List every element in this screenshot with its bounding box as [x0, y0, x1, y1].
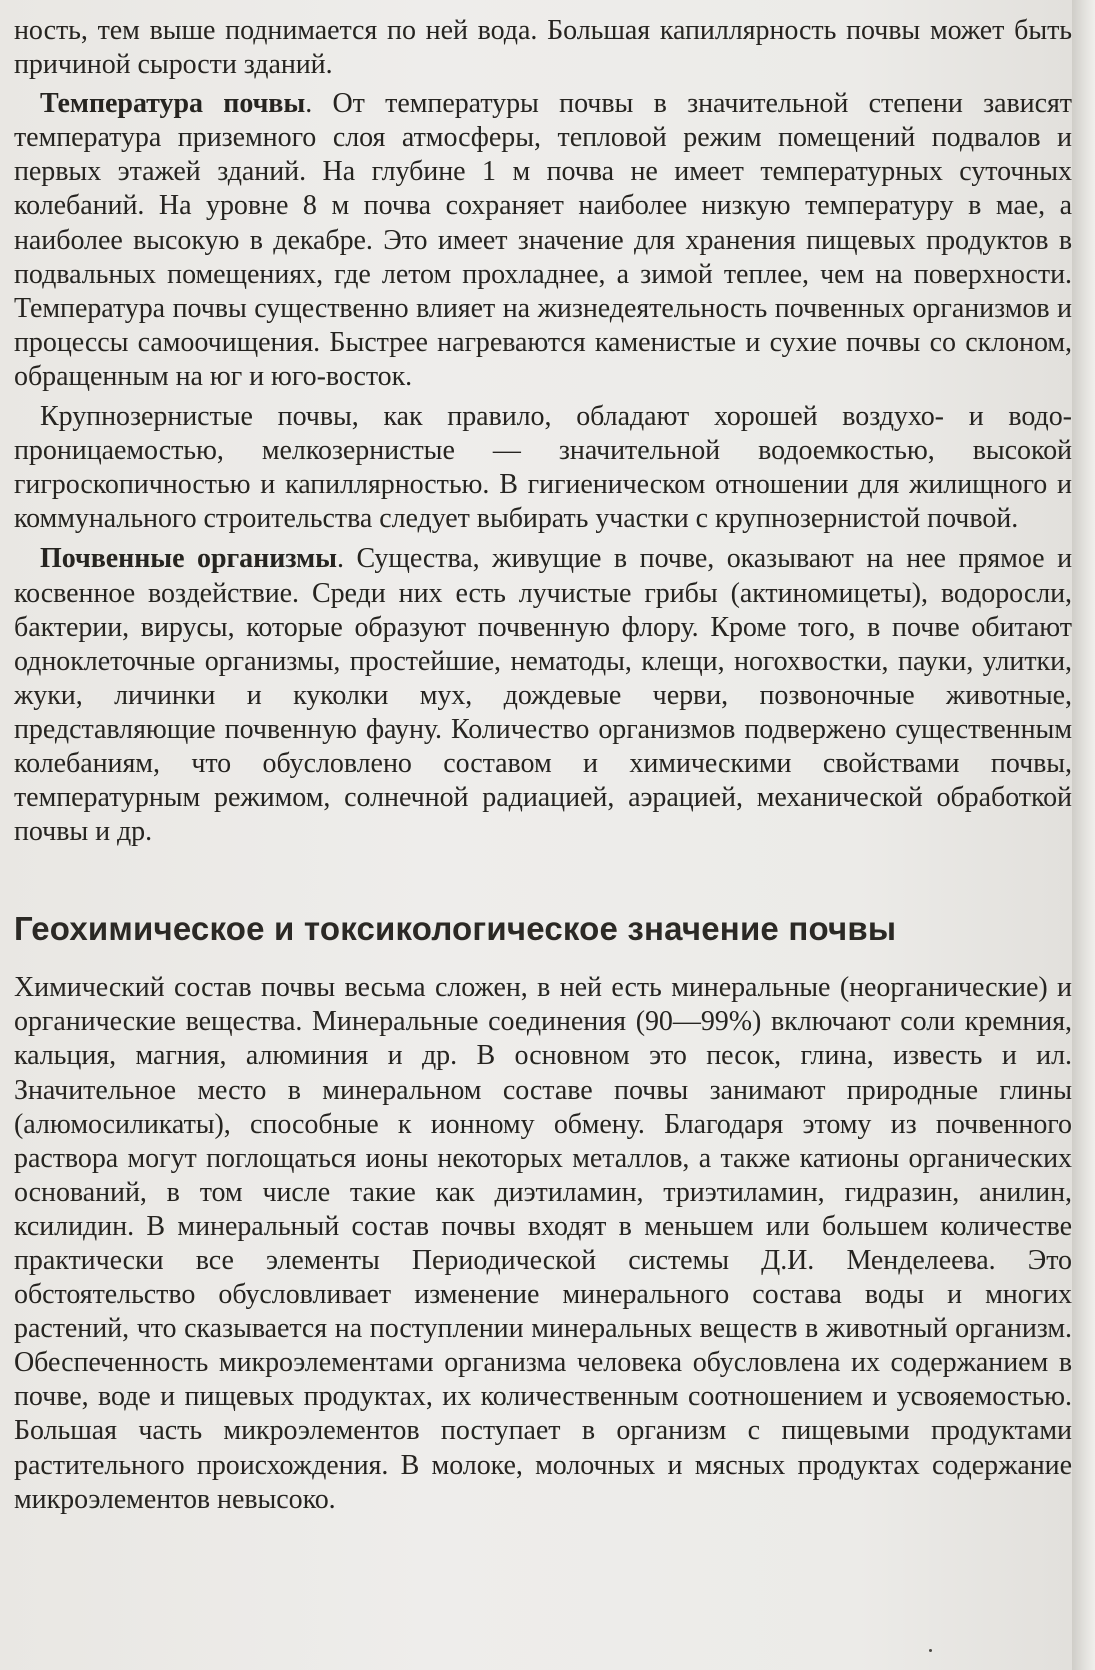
paragraph-chemical-composition: [14, 971, 1072, 1517]
paragraph-soil-organisms: [14, 542, 1072, 849]
run-in-heading-organisms: Почвенные организмы: [40, 543, 337, 575]
paragraph-text: Крупнозернистые почвы, как правило, обладают хорошей воздухо- и водопроницаемостью, мелкозернистые — значительной водоемкостью, высокой гигроскопичностью и капиллярностью. В гигиеническом отношении для жилищного и коммунального строительства следует выбирать участки с крупнозернистой почвой.: [14, 401, 1072, 535]
paragraph-soil-temperature: [14, 87, 1072, 394]
section-heading: Геохимическое и токсикологическое значение почвы: [14, 910, 897, 948]
page-content: [14, 14, 1072, 1517]
paragraph-text: ность, тем выше поднимается по ней вода. Большая капиллярность почвы может быть причиной сырости зданий.: [14, 15, 1072, 81]
paragraph-capillarity: [14, 14, 1072, 82]
paragraph-text: Химический состав почвы весьма сложен, в ней есть минеральные (неорганические) и органические вещества. Минеральные соединения (90—99%) включают соли кремния, кальция, магния, алюминия и др. В основном это песок, глина, известь и ил. Значительное место в минеральном составе почвы занимают природные глины (алюмосиликаты), способные к ионному обмену. Благодаря этому из почвенного раствора могут поглощаться ионы некоторых металлов, а также катионы органических оснований, в том числе такие как диэтиламин, триэтиламин, гидразин, анилин, ксилидин. В минеральный состав почвы входят в меньшем или большем количестве практически все элементы Периодической системы Д.И. Менделеева. Это обстоятельство обусловливает изменение минерального состава воды и многих растений, что сказывается на поступлении минеральных веществ в животный организм. Обеспеченность микроэлементами организма человека обусловлена их содержанием в почве, воде и пищевых продуктах, их количественным соотношением и усвояемостью. Большая часть микроэлементов поступает в организм с пищевыми продуктами растительного происхождения. В молоке, молочных и мясных продуктах содержание микроэлементов невысоко.: [14, 972, 1072, 1515]
page-edge-shadow: [1072, 0, 1095, 1670]
print-speck: [929, 1649, 932, 1652]
paragraph-coarse-soils: [14, 400, 1072, 536]
paragraph-text: . Существа, живущие в почве, оказывают на нее прямое и косвенное воздействие. Среди них есть лучистые грибы (актиномицеты), водоросли, бактерии, вирусы, которые образуют почвенную флору. Кроме того, в почве обитают одноклеточные организмы, простейшие, нематоды, клещи, ногохвостки, пауки, улитки, жуки, личинки и куколки мух, дождевые черви, позвоночные животные, представляющие почвенную фауну. Количество организмов подвержено существенным колебаниям, что обусловлено составом и химическими свойствами почвы, температурным режимом, солнечной радиацией, аэрацией, механической обработкой почвы и др.: [14, 543, 1073, 848]
run-in-heading-temperature: Температура почвы: [40, 88, 306, 120]
paragraph-text: . От температуры почвы в значительной степени зависят температура приземного слоя атмосферы, тепловой режим помещений подвалов и первых этажей зданий. На глубине 1 м почва не имеет температурных суточных колебаний. На уровне 8 м почва сохраняет наиболее низкую температуру в мае, а наиболее высокую в декабре. Это имеет значение для хранения пищевых продуктов в подвальных помещениях, где летом прохладнее, а зимой теплее, чем на поверхности. Температура почвы существенно влияет на жизнедеятельность почвенных организмов и процессы самоочищения. Быстрее нагреваются каменистые и сухие почвы со склоном, обращенным на юг и юго-восток.: [14, 88, 1072, 392]
